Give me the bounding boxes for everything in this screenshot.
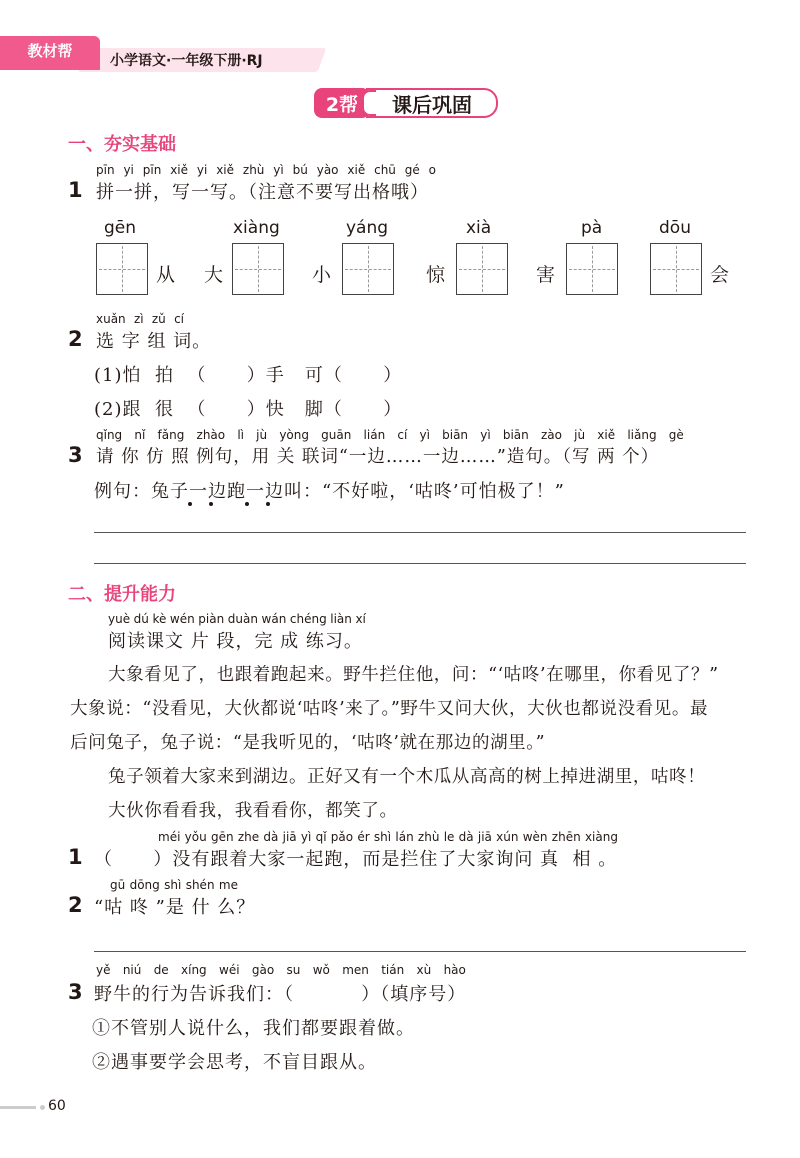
box-pinyin: xià — [466, 218, 492, 238]
pinyin-syllable: ér — [357, 830, 370, 844]
pinyin-syllable: shì — [164, 878, 182, 892]
emphasis-dot — [209, 502, 213, 506]
pinyin-syllable: cí — [174, 312, 184, 326]
pinyin-syllable: wén — [169, 612, 195, 626]
pinyin-syllable: chéng — [289, 612, 327, 626]
pinyin-syllable: yào — [316, 163, 339, 177]
pinyin-syllable: cí — [397, 428, 408, 442]
pinyin-syllable: xún — [496, 830, 519, 844]
writing-box[interactable] — [456, 243, 508, 295]
question-text: （ ）没有跟着大家一起跑，而是拦住了大家询问 真 相 。 — [94, 849, 618, 870]
pinyin-syllable: hào — [443, 963, 466, 977]
emphasis-dot — [245, 502, 249, 506]
pinyin-syllable: le — [443, 830, 455, 844]
pinyin-syllable: shì — [373, 830, 392, 844]
pinyin-syllable: wéi — [219, 963, 240, 977]
question-number: 1 — [68, 845, 83, 869]
pinyin-syllable: lián — [363, 428, 386, 442]
pinyin-syllable: xiàng — [584, 830, 618, 844]
question-text: “咕 咚 ”是 什 么？ — [94, 897, 256, 918]
box-pinyin: dōu — [659, 218, 691, 238]
pinyin-syllable: yi — [196, 163, 208, 177]
pinyin-syllable: yi — [123, 163, 134, 177]
option: ①不管别人说什么，我们都要跟着做。 — [92, 1018, 415, 1039]
question-number: 3 — [68, 980, 83, 1004]
pinyin-syllable: shén — [185, 878, 215, 892]
pinyin-syllable: jiā — [477, 830, 492, 844]
pinyin-line — [96, 312, 184, 326]
pinyin-syllable: jù — [256, 428, 268, 442]
pinyin-syllable: wèn — [522, 830, 548, 844]
pinyin-line — [96, 163, 436, 177]
passage-line: 大象看见了，也跟着跑起来。野牛拦住他，问：“‘咕咚’在哪里，你看见了？” — [108, 665, 719, 685]
example-sentence: 例句：兔子一边跑一边叫：“不好啦，‘咕咚’可怕极了！” — [94, 481, 565, 502]
pinyin-syllable: yòng — [279, 428, 309, 442]
pinyin-syllable: gēn — [210, 830, 234, 844]
pinyin-syllable: niú — [122, 963, 142, 977]
answer-line[interactable] — [94, 951, 746, 952]
pinyin-syllable: gè — [668, 428, 684, 442]
pinyin-syllable: chū — [374, 163, 396, 177]
pinyin-syllable: zhù — [242, 163, 265, 177]
pinyin-syllable: xíng — [181, 963, 207, 977]
pinyin-syllable: pǎo — [330, 830, 354, 844]
pinyin-syllable: duàn — [227, 612, 258, 626]
pinyin-syllable: kè — [152, 612, 167, 626]
pinyin-syllable: xiě — [597, 428, 616, 442]
page-title: 课后巩固 — [366, 88, 498, 118]
pinyin-syllable: zhào — [196, 428, 226, 442]
section-heading-basics: 一、夯实基础 — [68, 134, 176, 155]
question-number: 2 — [68, 893, 83, 917]
pinyin-line — [110, 878, 238, 892]
pinyin-syllable: gū — [110, 878, 126, 892]
pinyin-syllable: de — [153, 963, 169, 977]
pinyin-syllable: xù — [416, 963, 432, 977]
pinyin-syllable: jù — [574, 428, 586, 442]
pinyin-syllable: gào — [251, 963, 275, 977]
page-dot — [40, 1105, 45, 1110]
pinyin-syllable: me — [218, 878, 238, 892]
passage-line: 兔子领着大家来到湖边。正好又有一个木瓜从高高的树上掉进湖里，咕咚！ — [108, 767, 706, 787]
writing-box[interactable] — [96, 243, 148, 295]
pinyin-line — [96, 963, 466, 977]
pinyin-syllable: dà — [263, 830, 279, 844]
emphasis-dot — [188, 502, 192, 506]
emphasis-dot — [266, 502, 270, 506]
pinyin-syllable: dōng — [129, 878, 160, 892]
given-char: 害 — [536, 264, 556, 286]
pinyin-syllable: biān — [502, 428, 529, 442]
pinyin-syllable: zǔ — [151, 312, 166, 326]
pinyin-syllable: méi — [158, 830, 181, 844]
page-number: 60 — [48, 1098, 66, 1114]
question-number: 3 — [68, 443, 83, 467]
question-text: 请 你 仿 照 例句，用 关 联词“一边……一边……”造句。（写 两 个） — [96, 447, 660, 467]
given-char: 会 — [710, 264, 730, 286]
pinyin-syllable: zì — [133, 312, 144, 326]
reading-instruction: 阅读课文 片 段，完 成 练习。 — [108, 631, 363, 652]
pinyin-syllable: yì — [273, 163, 284, 177]
pinyin-syllable: lán — [395, 830, 414, 844]
pinyin-syllable: su — [286, 963, 301, 977]
answer-line[interactable] — [94, 532, 746, 533]
pinyin-line — [108, 612, 366, 626]
pinyin-syllable: qǐng — [96, 428, 123, 442]
writing-box[interactable] — [566, 243, 618, 295]
pinyin-syllable: yǒu — [184, 830, 207, 844]
box-pinyin: gēn — [104, 218, 137, 238]
pinyin-syllable: xiě — [170, 163, 189, 177]
pinyin-syllable: piàn — [198, 612, 225, 626]
writing-box[interactable] — [342, 243, 394, 295]
pinyin-syllable: men — [342, 963, 369, 977]
pinyin-syllable: yì — [480, 428, 491, 442]
pinyin-syllable: fǎng — [157, 428, 185, 442]
question-text: 野牛的行为告诉我们：（ ）（填序号） — [94, 984, 467, 1005]
given-char: 惊 — [426, 264, 446, 286]
given-char: 小 — [312, 264, 332, 286]
option: ②遇事要学会思考，不盲目跟从。 — [92, 1052, 377, 1073]
pinyin-line — [96, 428, 684, 442]
writing-box[interactable] — [650, 243, 702, 295]
pinyin-syllable: wán — [261, 612, 287, 626]
swirl-icon — [362, 90, 376, 116]
page-bar — [0, 1106, 36, 1109]
pinyin-syllable: biān — [442, 428, 469, 442]
pinyin-syllable: xiě — [347, 163, 366, 177]
question-text: 选 字 组 词。 — [96, 331, 212, 352]
pinyin-syllable: pīn — [142, 163, 162, 177]
question-number: 1 — [68, 178, 83, 202]
pinyin-syllable: zhe — [237, 830, 260, 844]
passage-line: 后问兔子，兔子说：“是我听见的，‘咕咚’就在那边的湖里。” — [70, 733, 546, 753]
section-heading-ability: 二、提升能力 — [68, 584, 176, 605]
pinyin-syllable: yuè — [108, 612, 131, 626]
writing-box[interactable] — [232, 243, 284, 295]
pinyin-syllable: tián — [381, 963, 405, 977]
pinyin-syllable: jiā — [282, 830, 297, 844]
pinyin-syllable: zhēn — [551, 830, 581, 844]
pinyin-syllable: xuǎn — [96, 312, 126, 326]
pinyin-syllable: nǐ — [134, 428, 146, 442]
pinyin-syllable: liàn — [330, 612, 352, 626]
pinyin-syllable: zào — [540, 428, 562, 442]
pinyin-syllable: xí — [355, 612, 366, 626]
pinyin-syllable: yì — [300, 830, 312, 844]
choice-line: (2)跟 很 （ ）快 脚（ ） — [94, 399, 403, 420]
box-pinyin: xiàng — [233, 218, 280, 238]
pinyin-syllable: yě — [96, 963, 111, 977]
pinyin-syllable: o — [428, 163, 436, 177]
choice-line: (1)怕 拍 （ ）手 可（ ） — [94, 365, 403, 386]
pinyin-syllable: dà — [458, 830, 474, 844]
pinyin-syllable: yì — [419, 428, 430, 442]
passage-line: 大象说：“没看见，大伙都说‘咕咚’来了。”野牛又问大伙，大伙也都说没看见。最 — [70, 699, 709, 719]
answer-line[interactable] — [94, 563, 746, 564]
pinyin-syllable: gé — [404, 163, 420, 177]
book-title: 小学语文·一年级下册·RJ — [110, 53, 263, 69]
box-pinyin: yáng — [346, 218, 389, 238]
given-char: 大 — [204, 264, 224, 286]
box-pinyin: pà — [581, 218, 603, 238]
pinyin-syllable: wǒ — [312, 963, 330, 977]
given-char: 从 — [156, 264, 176, 286]
pinyin-syllable: pīn — [96, 163, 115, 177]
pinyin-syllable: lì — [237, 428, 244, 442]
pinyin-syllable: qǐ — [315, 830, 327, 844]
pinyin-syllable: bú — [292, 163, 308, 177]
pinyin-syllable: xiě — [216, 163, 235, 177]
question-text: 拼一拼，写一写。（注意不要写出格哦） — [96, 182, 429, 203]
pinyin-line — [158, 830, 618, 844]
pinyin-syllable: zhù — [417, 830, 440, 844]
title-badge: 2帮 — [314, 88, 370, 118]
question-number: 2 — [68, 327, 83, 351]
brand-tag: 教材帮 — [0, 36, 100, 70]
pinyin-syllable: liǎng — [627, 428, 657, 442]
passage-line: 大伙你看看我，我看看你，都笑了。 — [108, 801, 398, 821]
pinyin-syllable: guān — [321, 428, 352, 442]
pinyin-syllable: dú — [133, 612, 149, 626]
